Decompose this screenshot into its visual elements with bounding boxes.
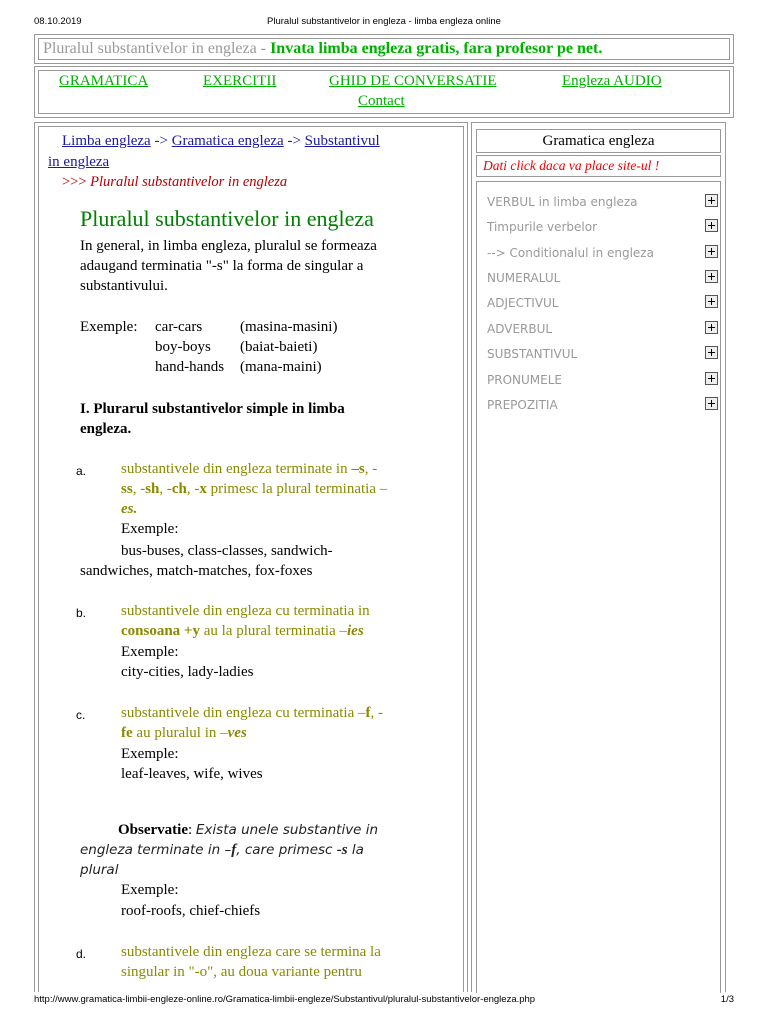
nav-link-engleza-audio[interactable]: Engleza AUDIO xyxy=(562,73,662,89)
sidebar-item-label: NUMERALUL xyxy=(487,271,561,285)
expand-plus-icon[interactable] xyxy=(705,295,718,308)
example-word: boy-boys xyxy=(155,339,211,355)
sidebar-item-label: SUBSTANTIVUL xyxy=(487,347,578,361)
rule-d-line-2: singular in "-o", au doua variante pentru xyxy=(121,964,362,980)
sidebar-item-label: ADJECTIVUL xyxy=(487,296,559,310)
observatie-examples: roof-roofs, chief-chiefs xyxy=(121,903,261,919)
sidebar-heading: Gramatica engleza xyxy=(476,129,721,153)
sidebar xyxy=(471,122,726,992)
rule-b-examples-label: Exemple: xyxy=(121,644,179,660)
rule-a-examples-line-2: sandwiches, match-matches, fox-foxes xyxy=(80,563,313,579)
expand-plus-icon[interactable] xyxy=(705,397,718,410)
observatie-line-2: engleza terminate in –f, care primesc -s la xyxy=(80,842,364,858)
list-marker-a: a. xyxy=(76,464,87,478)
expand-plus-icon[interactable] xyxy=(705,372,718,385)
rule-a-examples-label: Exemple: xyxy=(121,521,179,537)
sidebar-like-link[interactable]: Dati click daca va place site-ul ! xyxy=(476,155,721,177)
example-translation: (masina-masini) xyxy=(240,319,338,335)
rule-b-line-2: consoana +y au la plural terminatia –ies xyxy=(121,623,364,639)
sidebar-item-verbul[interactable] xyxy=(487,193,719,213)
print-footer xyxy=(34,994,734,1010)
nav-link-ghid-conversatie[interactable]: GHID DE CONVERSATIE xyxy=(329,73,497,89)
rule-a-line-2: ss, -sh, -ch, -x primesc la plural terminatia – xyxy=(121,481,388,497)
expand-plus-icon[interactable] xyxy=(705,321,718,334)
sidebar-item-numeralul[interactable] xyxy=(487,269,719,289)
intro-line-1: In general, in limba engleza, pluralul se formeaza xyxy=(80,238,377,254)
observatie-examples-label: Exemple: xyxy=(121,882,179,898)
sidebar-item-label: Timpurile verbelor xyxy=(487,220,598,234)
example-word: hand-hands xyxy=(155,359,225,375)
observatie-line-1: Observatie: Exista unele substantive in xyxy=(118,822,379,838)
list-marker-c: c. xyxy=(76,708,86,722)
breadcrumb-substantivul[interactable]: Substantivul xyxy=(304,133,380,149)
print-url: http://www.gramatica-limbii-engleze-online.ro/Gramatica-limbii-engleze/Substantivul/pluralul-substantivelor-engleza.php xyxy=(34,994,536,1005)
sidebar-item-adjectivul[interactable] xyxy=(487,294,719,314)
breadcrumb-arrow-1: -> xyxy=(154,133,168,149)
examples-label: Exemple: xyxy=(80,319,138,335)
print-header xyxy=(34,16,734,32)
breadcrumb-limba-engleza[interactable]: Limba engleza xyxy=(62,133,151,149)
breadcrumb-substantivul-cont[interactable]: in engleza xyxy=(48,154,110,170)
nav-link-gramatica[interactable]: GRAMATICA xyxy=(59,73,149,89)
sidebar-item-label: PREPOZITIA xyxy=(487,398,558,412)
breadcrumb xyxy=(62,133,380,150)
rule-b-line-1: substantivele din engleza cu terminatia in xyxy=(121,603,370,619)
site-title-tagline: Invata limba engleza gratis, fara profesor pe net. xyxy=(270,40,603,57)
example-word: car-cars xyxy=(155,319,203,335)
main-nav xyxy=(34,66,734,118)
example-translation: (mana-maini) xyxy=(240,359,322,375)
sidebar-item-timpurile-verbelor[interactable] xyxy=(487,218,719,238)
observatie-line-3: plural xyxy=(80,862,119,878)
breadcrumb-gramatica-engleza[interactable]: Gramatica engleza xyxy=(171,133,284,149)
rule-c-line-2: fe au pluralul in –ves xyxy=(121,725,247,741)
expand-plus-icon[interactable] xyxy=(705,270,718,283)
expand-plus-icon[interactable] xyxy=(705,194,718,207)
expand-plus-icon[interactable] xyxy=(705,346,718,359)
section-heading-line-1: I. Plurarul substantivelor simple in limba xyxy=(80,401,345,417)
sidebar-item-adverbul[interactable] xyxy=(487,320,719,340)
rule-c-line-1: substantivele din engleza cu terminatia –f, - xyxy=(121,705,383,721)
rule-c-examples: leaf-leaves, wife, wives xyxy=(121,766,263,782)
sidebar-item-pronumele[interactable] xyxy=(487,371,719,391)
example-translation: (baiat-baieti) xyxy=(240,339,318,355)
expand-plus-icon[interactable] xyxy=(705,219,718,232)
breadcrumb-current-page: Pluralul substantivelor in engleza xyxy=(90,174,288,190)
expand-plus-icon[interactable] xyxy=(705,245,718,258)
nav-link-contact[interactable]: Contact xyxy=(358,93,405,109)
nav-link-exercitii[interactable]: EXERCITII xyxy=(203,73,277,89)
breadcrumb-current: >>> Pluralul substantivelor in engleza xyxy=(62,174,288,190)
sidebar-item-label: --> Conditionalul in engleza xyxy=(487,246,654,260)
sidebar-item-label: PRONUMELE xyxy=(487,373,562,387)
article-title: Pluralul substantivelor in engleza xyxy=(80,206,374,231)
print-date: 08.10.2019 xyxy=(34,16,82,27)
intro-line-2: adaugand terminatia "-s" la forma de singular a xyxy=(80,258,364,274)
rule-c-examples-label: Exemple: xyxy=(121,746,179,762)
rule-a-line-1: substantivele din engleza terminate in –s, - xyxy=(121,461,378,477)
sidebar-item-prepozitia[interactable] xyxy=(487,396,719,416)
intro-line-3: substantivului. xyxy=(80,278,168,294)
site-title-page: Pluralul substantivelor in engleza - xyxy=(43,40,271,57)
section-heading-line-2: engleza. xyxy=(80,421,132,437)
sidebar-item-substantivul[interactable] xyxy=(487,345,719,365)
sidebar-item-label: ADVERBUL xyxy=(487,322,553,336)
print-title: Pluralul substantivelor in engleza - limba engleza online xyxy=(267,16,501,27)
sidebar-item-conditionalul[interactable] xyxy=(487,244,719,264)
rule-a-examples-line-1: bus-buses, class-classes, sandwich- xyxy=(121,543,333,559)
list-marker-d: d. xyxy=(76,947,87,961)
rule-a-line-3: es. xyxy=(121,501,138,517)
sidebar-menu xyxy=(476,181,721,993)
rule-d-line-1: substantivele din engleza care se termina la xyxy=(121,944,381,960)
rule-b-examples: city-cities, lady-ladies xyxy=(121,664,254,680)
sidebar-item-label: VERBUL in limba engleza xyxy=(487,195,638,209)
print-page-number: 1/3 xyxy=(720,994,734,1005)
site-title-bar xyxy=(34,34,734,64)
list-marker-b: b. xyxy=(76,606,87,620)
breadcrumb-arrow-2: -> xyxy=(287,133,301,149)
